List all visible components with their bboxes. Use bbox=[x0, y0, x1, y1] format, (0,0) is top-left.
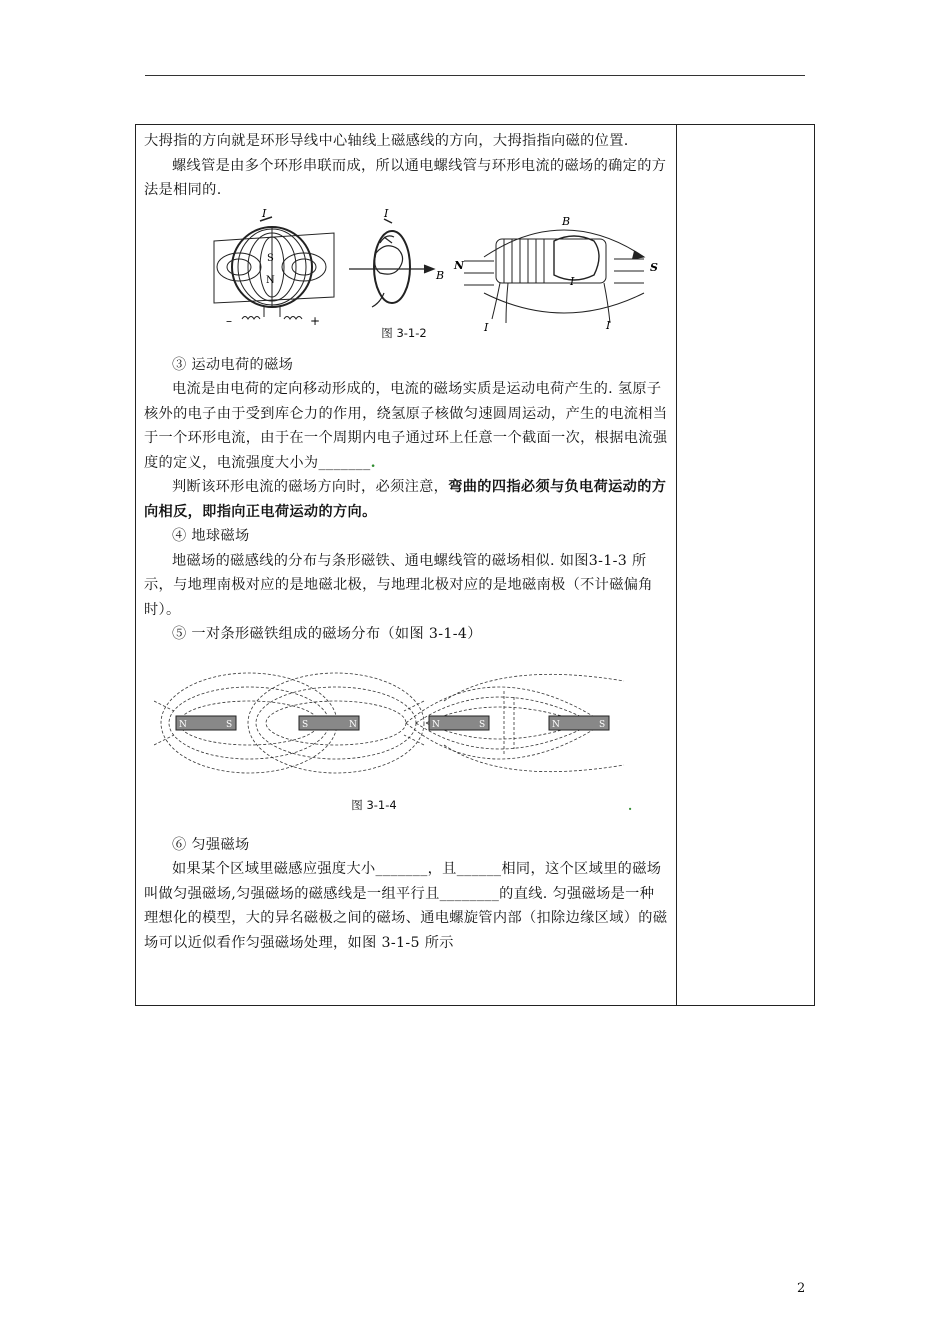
figure-3-1-4-caption: 图 3-1-4 bbox=[351, 797, 397, 812]
magnet-3-right-pole: S bbox=[479, 719, 486, 730]
label-south: S bbox=[267, 252, 274, 264]
magnet-4-left-pole: N bbox=[552, 719, 560, 730]
magnet-1-right-pole: S bbox=[226, 719, 233, 730]
paragraph-solenoid: 螺线管是由多个环形串联而成，所以通电螺线管与环形电流的磁场的确定的方法是相同的. bbox=[144, 157, 667, 198]
paragraph-uniform-field: 如果某个区域里磁感应强度大小_______，且______相同，这个区域里的磁场叫做匀强磁场,匀强磁场的磁感线是一组平行且________的直线. 匀强磁场是一种理想化的模型，大的异名磁极之间的磁场、通电螺旋管内部（扣除边缘区域）的磁场可以近似看作匀强磁场处理，如图 3-1-5 所示 bbox=[144, 861, 668, 951]
paragraph-moving-charge-text: 电流是由电荷的定向移动形成的，电流的磁场实质是运动电荷产生的. 氢原子核外的电子由于受到库仑力的作用，绕氢原子核做匀速圆周运动，产生的电流相当于一个环形电流，由于在一个周期内电子通过环上任意一个截面一次，根据电流强度的定义，电流强度大小为_______ bbox=[144, 381, 668, 471]
paragraph-direction-rule bbox=[144, 475, 668, 524]
magnet-4-right-pole: S bbox=[599, 719, 606, 730]
hand-ring-panel bbox=[349, 219, 434, 307]
magnet-2-left-pole: S bbox=[302, 719, 309, 730]
direction-rule-text: 判断该环形电流的磁场方向时，必须注意， bbox=[172, 479, 449, 495]
label-sol-field: B bbox=[562, 214, 571, 228]
heading-uniform-field: ⑥ 匀强磁场 bbox=[172, 836, 250, 853]
label-sol-north: N bbox=[454, 258, 465, 272]
magnet-3-left-pole: N bbox=[432, 719, 440, 730]
label-sol-i2: I bbox=[606, 318, 611, 332]
label-sol-i1: I bbox=[484, 320, 489, 333]
label-sol-current: I bbox=[570, 274, 575, 288]
figure-3-1-2-caption: 图 3-1-2 bbox=[381, 325, 427, 340]
heading-earth-field: ④ 地球磁场 bbox=[172, 528, 250, 544]
label-minus: – bbox=[226, 313, 232, 328]
heading-magnet-pair: ⑤ 一对条形磁铁组成的磁场分布（如图 3-1-4） bbox=[172, 626, 482, 642]
label-current-2: I bbox=[384, 206, 389, 220]
header-rule bbox=[145, 75, 805, 76]
figure-3-1-2-drawing bbox=[144, 203, 668, 333]
paragraph-earth-field: 地磁场的磁感线的分布与条形磁铁、通电螺线管的磁场相似. 如图3-1-3 所示，与地理南极对应的是地磁北极，与地理北极对应的是地磁南极（不计磁偏角时）。 bbox=[144, 552, 653, 618]
magnet-1-left-pole: N bbox=[179, 719, 187, 730]
label-sol-south: S bbox=[650, 260, 658, 274]
main-cell bbox=[144, 129, 668, 955]
paragraph-moving-charge bbox=[144, 377, 668, 475]
magnet-2-right-pole: N bbox=[349, 719, 357, 730]
label-current: I bbox=[262, 206, 267, 220]
green-dot-mark: . bbox=[370, 454, 376, 471]
heading-moving-charge: ③ 运动电荷的磁场 bbox=[172, 356, 294, 373]
figure-3-1-4-drawing bbox=[154, 661, 678, 811]
direction-rule-emphasis: 弯曲的四指必须与负电荷运动的方向相反，即指向正电荷运动的方向。 bbox=[144, 479, 667, 520]
label-field: B bbox=[436, 268, 445, 282]
label-north: N bbox=[266, 274, 275, 286]
green-dot-mark-2: . bbox=[628, 798, 633, 813]
ring-current-panel bbox=[214, 217, 334, 319]
column-divider bbox=[676, 125, 677, 1005]
paragraph-thumb-direction: 大拇指的方向就是环形导线中心轴线上磁感线的方向，大拇指指向磁的位置. bbox=[144, 133, 629, 149]
figure-3-1-2 bbox=[144, 203, 668, 353]
label-plus: + bbox=[310, 313, 321, 328]
page-number: 2 bbox=[797, 1281, 806, 1296]
figure-3-1-4 bbox=[144, 647, 668, 833]
content-table bbox=[135, 124, 815, 1006]
solenoid-panel bbox=[464, 230, 644, 323]
